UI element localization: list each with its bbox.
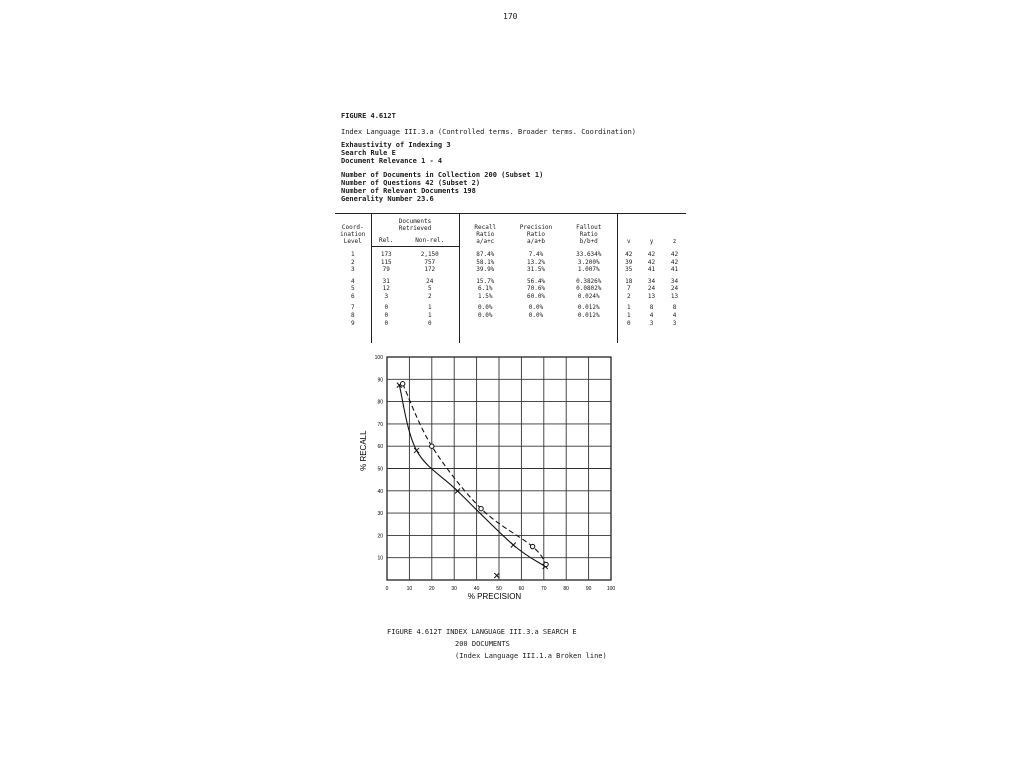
table-cell-v: 1: [626, 304, 631, 312]
table-cell-level: 6: [335, 293, 371, 305]
table-row: [335, 247, 686, 259]
x-tick-label: 80: [563, 586, 569, 592]
col-y: y: [640, 214, 663, 247]
table-cell-nonrel: 1: [401, 304, 459, 312]
table-cell-precision: [511, 320, 561, 328]
table-cell-z: 24: [670, 285, 679, 293]
table-cell-level: 8: [335, 312, 371, 320]
table-cell-z: 8: [672, 304, 677, 312]
table-cell-z: 41: [670, 266, 679, 274]
table-cell-v: 39: [625, 258, 633, 266]
table-cell-precision: 7.4%: [528, 250, 544, 258]
table-cell-y: 42: [647, 250, 656, 258]
table-cell-v: 1: [626, 312, 631, 320]
chart-series: [397, 382, 548, 578]
table-cell-fallout: 0.0802%: [561, 285, 617, 293]
data-point-x: [511, 542, 516, 547]
figure-label: FIGURE 4.612T: [341, 112, 396, 120]
table-cell-rel: 3: [384, 292, 389, 300]
table-cell-precision: 60.0%: [526, 292, 546, 300]
data-point-o: [479, 506, 483, 510]
table-cell-y: 41: [647, 266, 656, 274]
table-cell-level: 3: [335, 266, 371, 278]
table-cell-precision: 0.0%: [528, 304, 544, 312]
num-relevant-line: Number of Relevant Documents 198: [341, 187, 476, 195]
table-cell-v: 2: [626, 292, 631, 300]
results-table: [335, 213, 686, 343]
table-cell-fallout: 0.3826%: [561, 278, 617, 286]
table-cell-y: 3: [649, 319, 654, 327]
table-cell-y: 34: [647, 277, 656, 285]
table-cell-recall: 87.4%: [476, 250, 495, 258]
col-rel: Rel.: [371, 234, 401, 247]
table-cell-nonrel: 24: [401, 278, 459, 286]
table-cell-nonrel: 757: [401, 259, 459, 267]
table-cell-y: 24: [647, 285, 656, 293]
caption-line-1: FIGURE 4.612T INDEX LANGUAGE III.3.a SEARCH E: [387, 628, 577, 636]
x-tick-label: 90: [585, 586, 592, 592]
table-cell-y: 42: [647, 258, 656, 266]
col-precision: Precision Ratio a/a+b: [511, 214, 561, 247]
table-cell-rel: 173: [380, 250, 392, 258]
table-cell-fallout: 1.007%: [561, 266, 617, 278]
x-tick-label: 10: [406, 586, 413, 592]
col-recall: Recall Ratio a/a+c: [459, 214, 511, 247]
table-row: [335, 285, 686, 293]
table-cell-z: 34: [670, 277, 679, 285]
table-row: [335, 278, 686, 286]
document-relevance-line: Document Relevance 1 - 4: [341, 157, 443, 165]
table-cell-nonrel: 5: [401, 285, 459, 293]
table-cell-y: 13: [647, 292, 656, 300]
x-tick-label: 0: [385, 586, 389, 592]
data-point-x: [494, 573, 499, 578]
table-cell-y: 8: [649, 304, 654, 312]
table-cell-level: 5: [335, 285, 371, 293]
col-fallout: Fallout Ratio b/b+d: [561, 214, 617, 247]
table-cell-z: 4: [672, 312, 677, 320]
series-line-dashed: [403, 384, 546, 565]
caption-line-3: (Index Language III.1.a Broken line): [455, 652, 607, 660]
table-cell-recall: 15.7%: [476, 277, 495, 285]
x-tick-label: 30: [451, 586, 457, 592]
y-tick-label: 20: [377, 533, 383, 540]
num-documents-line: Number of Documents in Collection 200 (Subset 1): [341, 171, 544, 179]
table-cell-precision: 0.0%: [528, 312, 544, 320]
table-cell-recall: 0.0%: [478, 312, 493, 320]
table-cell-precision: 13.2%: [526, 258, 546, 266]
table-cell-fallout: 33.634%: [561, 247, 617, 259]
table-cell-nonrel: 0: [401, 320, 459, 328]
table-row: [335, 320, 686, 328]
table-cell-level: 2: [335, 259, 371, 267]
y-tick-label: 10: [377, 555, 383, 562]
table-cell-v: 42: [625, 250, 633, 258]
table-cell-precision: 31.5%: [526, 266, 546, 274]
table-row: [335, 259, 686, 267]
col-nonrel: Non-rel.: [401, 234, 459, 247]
table-cell-recall: 39.9%: [476, 266, 495, 274]
page-number: 170: [503, 12, 518, 21]
x-tick-label: 50: [496, 586, 502, 592]
table-cell-fallout: 0.012%: [561, 312, 617, 320]
table-cell-y: 4: [649, 312, 654, 320]
table-row: [335, 304, 686, 312]
table-cell-fallout: 0.024%: [561, 293, 617, 305]
exhaustivity-line: Exhaustivity of Indexing 3: [341, 141, 451, 149]
precision-recall-chart: [356, 352, 656, 601]
table-cell-fallout: 3.200%: [561, 259, 617, 267]
data-point-o: [544, 562, 548, 566]
data-point-x: [414, 448, 419, 453]
chart-ticks: [375, 355, 616, 592]
table-cell-v: 35: [625, 266, 633, 274]
data-point-o: [430, 444, 434, 448]
table-cell-level: 9: [335, 320, 371, 328]
table-cell-z: 3: [672, 319, 677, 327]
col-coordination-level: Coord- ination Level: [335, 214, 371, 247]
table-cell-rel: 79: [382, 266, 390, 274]
table-cell-fallout: 0.012%: [561, 304, 617, 312]
y-tick-label: 70: [377, 421, 383, 428]
table-cell-nonrel: 2,150: [401, 247, 459, 259]
search-rule-line: Search Rule E: [341, 149, 396, 157]
table-cell-z: 42: [670, 250, 679, 258]
table-cell-rel: 0: [384, 304, 389, 312]
table-row: [335, 266, 686, 278]
y-tick-label: 60: [377, 444, 383, 451]
x-tick-label: 60: [518, 586, 525, 592]
table-cell-fallout: [561, 320, 617, 328]
generality-line: Generality Number 23.6: [341, 195, 434, 203]
table-row: [335, 312, 686, 320]
table-cell-v: 18: [625, 277, 633, 285]
col-documents-retrieved: Documents Retrieved: [371, 214, 459, 235]
x-tick-label: 20: [429, 586, 435, 592]
index-language-line: Index Language III.3.a (Controlled terms. Broader terms. Coordination): [341, 128, 637, 136]
table-cell-v: 7: [626, 285, 631, 293]
num-questions-line: Number of Questions 42 (Subset 2): [341, 179, 481, 187]
table-cell-recall: 0.0%: [478, 304, 493, 312]
table-row: [335, 293, 686, 305]
table-cell-recall: [459, 320, 511, 328]
x-tick-label: 70: [541, 586, 547, 592]
table-cell-rel: 12: [382, 285, 390, 293]
table-cell-recall: 1.5%: [478, 292, 493, 300]
y-tick-label: 50: [377, 466, 383, 473]
table-cell-precision: 70.6%: [526, 285, 546, 293]
table-cell-z: 13: [670, 292, 679, 300]
table-cell-level: 1: [335, 247, 371, 259]
table-cell-rel: 115: [380, 258, 392, 266]
y-axis-label: % RECALL: [359, 430, 368, 471]
table-body: [335, 247, 686, 344]
col-v: v: [617, 214, 640, 247]
chart-grid: [387, 357, 611, 580]
caption-line-2: 200 DOCUMENTS: [455, 640, 510, 648]
y-tick-label: 80: [377, 399, 383, 406]
table-cell-z: 42: [670, 258, 679, 266]
table-cell-rel: 31: [382, 277, 390, 285]
table-cell-nonrel: 1: [401, 312, 459, 320]
data-point-o: [530, 544, 534, 548]
table-cell-level: 4: [335, 278, 371, 286]
table-cell-nonrel: 2: [401, 293, 459, 305]
y-tick-label: 100: [374, 355, 383, 361]
y-tick-label: 40: [377, 488, 383, 495]
data-point-o: [400, 382, 404, 386]
y-tick-label: 30: [377, 511, 383, 518]
x-tick-label: 40: [473, 586, 480, 592]
table-cell-nonrel: 172: [401, 266, 459, 278]
x-tick-label: 100: [606, 586, 616, 592]
x-axis-label: % PRECISION: [467, 592, 522, 601]
table-row-spacer: [335, 327, 686, 343]
table-cell-precision: 56.4%: [526, 277, 546, 285]
col-z: z: [663, 214, 686, 247]
y-tick-label: 90: [377, 377, 383, 384]
table-cell-rel: 0: [384, 319, 389, 327]
table-cell-level: 7: [335, 304, 371, 312]
table-cell-recall: 58.1%: [476, 258, 495, 266]
table-cell-v: 0: [626, 319, 631, 327]
table-cell-recall: 6.1%: [478, 285, 493, 293]
table-cell-rel: 0: [384, 312, 389, 320]
